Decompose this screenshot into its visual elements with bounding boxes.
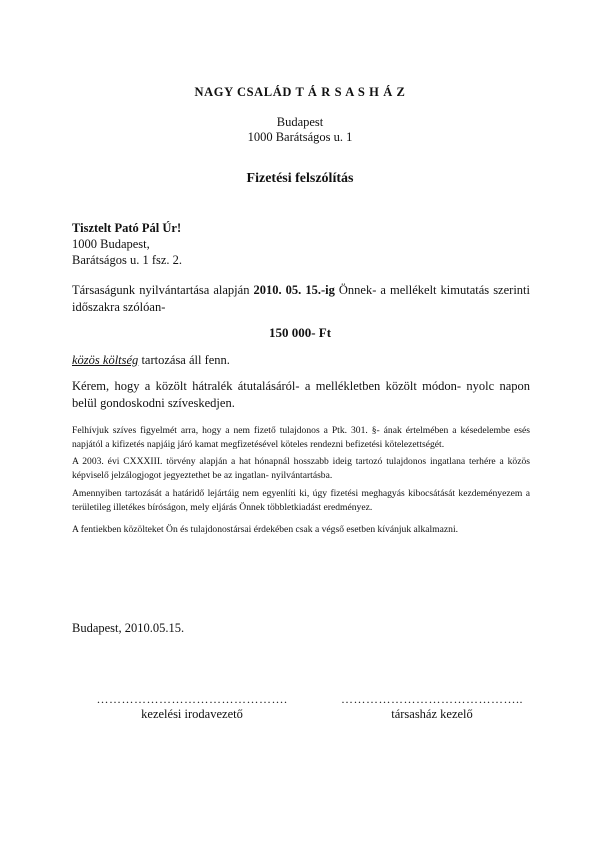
paragraph-debt [72, 352, 530, 369]
intro-text-after: Önnek- a mellékelt kimutatás szerinti időszakra szólóan- [72, 283, 530, 314]
notice-court: Amennyiben tartozását a határidő lejártáig nem egyenlíti ki, úgy fizetési meghagyás kibocsátását kezdeményezem a területileg illetékes bíróságon, mely eljárás Önnek többletkiadást eredményez. [72, 488, 530, 513]
signature-label-right: társasház kezelő [391, 707, 473, 721]
recipient-address-line1: 1000 Budapest, [72, 237, 150, 251]
header-street: 1000 Barátságos u. 1 [247, 130, 353, 144]
header-city: Budapest [276, 115, 324, 129]
place-date: Budapest, 2010.05.15. [72, 621, 185, 635]
signature-label-left: kezelési irodavezető [141, 707, 243, 721]
intro-text-before: Társaságunk nyilvántartása alapján [72, 283, 254, 297]
notice-interest: Felhívjuk szíves figyelmét arra, hogy a nem fizető tulajdonos a Ptk. 301. §- ának értelmében a késedelembe esés napjától a kifizetés napjáig járó kamat megfizetésével köteles rendezni befizetési kötelezettségét. [72, 425, 530, 450]
recipient-address-line2: Barátságos u. 1 fsz. 2. [72, 253, 183, 267]
paragraph-request: Kérem, hogy a közölt hátralék átutalásáról- a mellékletben közölt módon- nyolc napon belül gondoskodni szíveskedjen. [72, 379, 530, 410]
recipient-salutation: Tisztelt Pató Pál Úr! [72, 221, 182, 235]
signature-line-right: …………………………………….. [341, 692, 523, 706]
recipient-block [72, 220, 182, 268]
amount-due: 150 000- Ft [268, 325, 332, 340]
debt-text: tartozása áll fenn. [138, 353, 230, 367]
notice-closing: A fentiekben közölteket Ön és tulajdonostársai érdekében csak a végső esetben kívánjuk alkalmazni. [72, 524, 459, 535]
due-date: 2010. 05. 15.-ig [253, 283, 335, 297]
notice-mortgage: A 2003. évi CXXXIII. törvény alapján a hat hónapnál hosszabb ideig tartozó tulajdonos ingatlana terhére a közös képviselő jelzálogjogot jegyeztethet be az ingatlan- nyilvántartásba. [72, 456, 530, 481]
signature-line-left: ………………………………………. [96, 692, 288, 706]
paragraph-intro [72, 282, 530, 316]
document-title: Fizetési felszólítás [246, 171, 354, 186]
debt-type: közös költség [72, 353, 139, 367]
organization-name: NAGY CSALÁD T Á R S A S H Á Z [194, 85, 406, 99]
